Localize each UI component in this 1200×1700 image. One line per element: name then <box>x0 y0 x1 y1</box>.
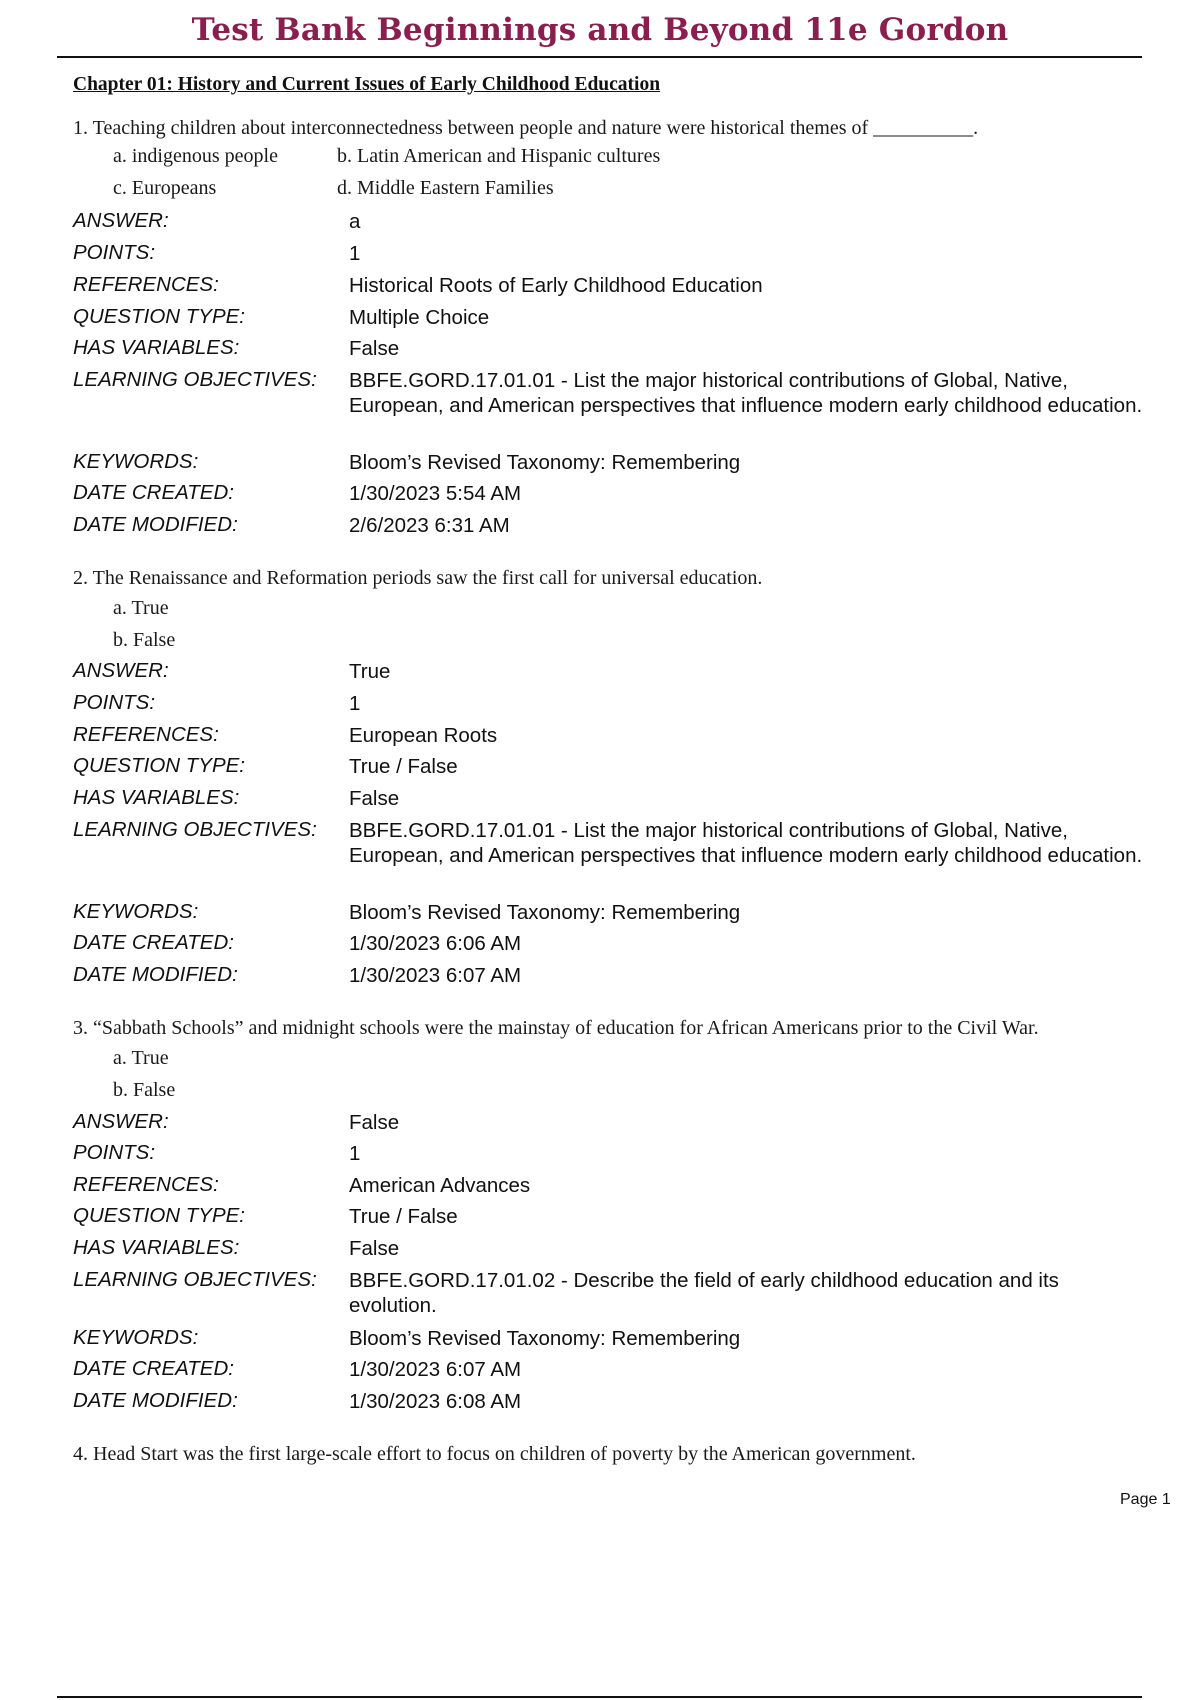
question-1-option-a: a. indigenous people <box>113 145 278 167</box>
question-1-points: 1 <box>349 242 361 265</box>
question-4-stem: 4. Head Start was the first large-scale effort to focus on children of poverty by the American government. <box>73 1443 916 1465</box>
question-2-option-a: a. True <box>113 597 169 619</box>
question-3-points: 1 <box>349 1142 361 1165</box>
question-3-type: True / False <box>349 1205 458 1228</box>
question-3-date-modified: 1/30/2023 6:08 AM <box>349 1390 522 1413</box>
document-title: Test Bank Beginnings and Beyond 11e Gordon <box>191 12 1009 48</box>
keywords-label: KEYWORDS: <box>73 450 199 473</box>
question-type-label: QUESTION TYPE: <box>73 754 245 777</box>
date-modified-label: DATE MODIFIED: <box>73 513 238 536</box>
question-2-stem: 2. The Renaissance and Reformation periods saw the first call for universal education. <box>73 567 763 589</box>
learning-objectives-label: LEARNING OBJECTIVES: <box>73 368 317 391</box>
question-3-keywords: Bloom’s Revised Taxonomy: Remembering <box>349 1327 741 1350</box>
keywords-label: KEYWORDS: <box>73 1326 199 1349</box>
question-2-references: European Roots <box>349 724 498 747</box>
question-3-date-created: 1/30/2023 6:07 AM <box>349 1358 522 1381</box>
question-2-date-modified: 1/30/2023 6:07 AM <box>349 964 522 987</box>
question-1-keywords: Bloom’s Revised Taxonomy: Remembering <box>349 451 741 474</box>
question-1-type: Multiple Choice <box>349 306 490 329</box>
keywords-label: KEYWORDS: <box>73 900 199 923</box>
date-created-label: DATE CREATED: <box>73 1357 234 1380</box>
question-2-answer: True <box>349 660 391 683</box>
points-label: POINTS: <box>73 1141 156 1164</box>
question-3-references: American Advances <box>349 1174 531 1197</box>
has-variables-label: HAS VARIABLES: <box>73 1236 240 1259</box>
question-1-learning-objectives: BBFE.GORD.17.01.01 - List the major historical contributions of Global, Native, European, and American perspectives that influence modern early childhood education. <box>349 369 1143 417</box>
answer-label: ANSWER: <box>73 209 169 232</box>
answer-label: ANSWER: <box>73 1110 169 1133</box>
question-type-label: QUESTION TYPE: <box>73 305 245 328</box>
question-1-references: Historical Roots of Early Childhood Education <box>349 274 763 297</box>
question-1-option-c: c. Europeans <box>113 177 217 199</box>
date-created-label: DATE CREATED: <box>73 931 234 954</box>
learning-objectives-label: LEARNING OBJECTIVES: <box>73 1268 317 1291</box>
question-2-type: True / False <box>349 755 458 778</box>
points-label: POINTS: <box>73 691 156 714</box>
question-type-label: QUESTION TYPE: <box>73 1204 245 1227</box>
question-1-option-d: d. Middle Eastern Families <box>337 177 554 199</box>
question-2-learning-objectives: BBFE.GORD.17.01.01 - List the major historical contributions of Global, Native, European, and American perspectives that influence modern early childhood education. <box>349 819 1143 867</box>
chapter-heading: Chapter 01: History and Current Issues of Early Childhood Education <box>73 74 661 95</box>
bottom-divider <box>57 1696 1142 1698</box>
points-label: POINTS: <box>73 241 156 264</box>
question-1-stem: 1. Teaching children about interconnectedness between people and nature were historical themes of __________. <box>73 117 979 139</box>
question-2-points: 1 <box>349 692 361 715</box>
question-2-keywords: Bloom’s Revised Taxonomy: Remembering <box>349 901 741 924</box>
question-1-option-b: b. Latin American and Hispanic cultures <box>337 145 661 167</box>
question-3-learning-objectives: BBFE.GORD.17.01.02 - Describe the field of early childhood education and its evolution. <box>349 1269 1059 1317</box>
question-3-option-a: a. True <box>113 1047 169 1069</box>
question-1-date-modified: 2/6/2023 6:31 AM <box>349 514 510 537</box>
question-3-option-b: b. False <box>113 1079 176 1101</box>
references-label: REFERENCES: <box>73 723 219 746</box>
answer-label: ANSWER: <box>73 659 169 682</box>
page-number: Page 1 <box>1120 1491 1171 1508</box>
question-2-option-b: b. False <box>113 629 176 651</box>
question-1-has-variables: False <box>349 337 400 360</box>
question-3-answer: False <box>349 1111 400 1134</box>
references-label: REFERENCES: <box>73 1173 219 1196</box>
date-created-label: DATE CREATED: <box>73 481 234 504</box>
date-modified-label: DATE MODIFIED: <box>73 963 238 986</box>
question-3-stem: 3. “Sabbath Schools” and midnight schools were the mainstay of education for African Americans prior to the Civil War. <box>73 1017 1039 1039</box>
learning-objectives-label: LEARNING OBJECTIVES: <box>73 818 317 841</box>
has-variables-label: HAS VARIABLES: <box>73 786 240 809</box>
has-variables-label: HAS VARIABLES: <box>73 336 240 359</box>
question-1-date-created: 1/30/2023 5:54 AM <box>349 482 522 505</box>
title-divider <box>57 56 1142 58</box>
references-label: REFERENCES: <box>73 273 219 296</box>
question-2-date-created: 1/30/2023 6:06 AM <box>349 932 522 955</box>
date-modified-label: DATE MODIFIED: <box>73 1389 238 1412</box>
question-3-has-variables: False <box>349 1237 400 1260</box>
question-2-has-variables: False <box>349 787 400 810</box>
question-1-answer: a <box>349 210 361 233</box>
